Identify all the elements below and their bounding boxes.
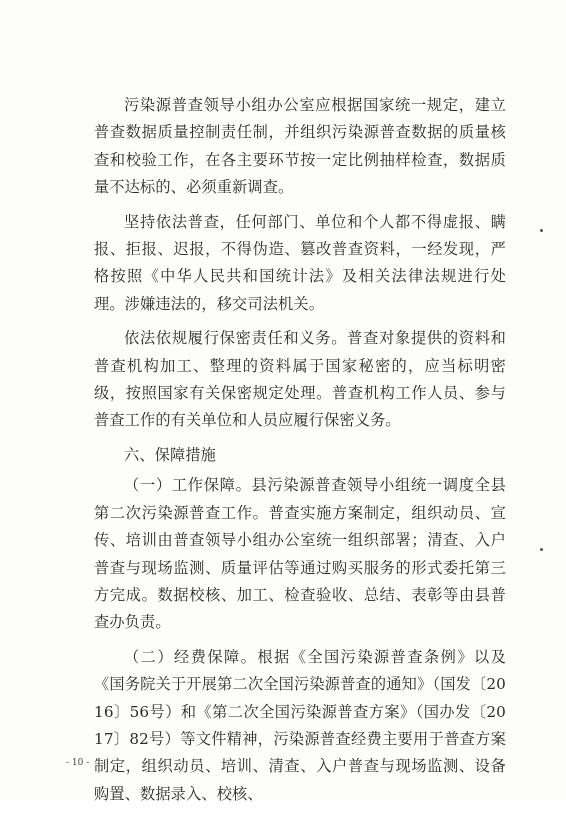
document-body <box>94 92 506 815</box>
section-heading-safeguards: 六、保障措施 <box>124 445 217 464</box>
paragraph-funding-guarantee: （二）经费保障。根据《全国污染源普查条例》以及《国务院关于开展第二次全国污染源普查的通知》（国发〔2016〕56号）和《第二次全国污染源普查方案》（国办发〔2017〕82号）等文件精神，污染源普查经费主要用于普查方案制定，组织动员、培训、清查、入户普查与现场监测、设备购置、数据录入、校核、 <box>94 647 506 803</box>
scan-speck <box>540 548 543 551</box>
paragraph-quality-control: 污染源普查领导小组办公室应根据国家统一规定，建立普查数据质量控制责任制，并组织污染源普查数据的质量核查和校验工作，在各主要环节按一定比例抽样检查，数据质量不达标的、必须重新调查。 <box>94 96 506 197</box>
paragraph-confidentiality: 依法依规履行保密责任和义务。普查对象提供的资料和普查机构加工、整理的资料属于国家秘密的，应当标明密级，按照国家有关保密规定处理。普查机构工作人员、参与普查工作的有关单位和人员应履行保密义务。 <box>94 329 506 430</box>
page-number: - 10 - <box>66 758 90 768</box>
paragraph-lawful-census: 坚持依法普查，任何部门、单位和个人都不得虚报、瞒报、拒报、迟报，不得伪造、篡改普查资料，一经发现，严格按照《中华人民共和国统计法》及相关法律法规进行处理。涉嫌违法的，移交司法机关。 <box>94 212 506 313</box>
scan-speck <box>540 229 543 232</box>
paragraph-work-guarantee: （一）工作保障。县污染源普查领导小组统一调度全县第二次污染源普查工作。普查实施方案制定，组织动员、宣传、培训由普查领导小组办公室统一组织部署；清查、入户普查与现场监测、质量评估等通过购买服务的形式委托第三方完成。数据校核、加工、检查验收、总结、表彰等由县普查办负责。 <box>94 476 506 632</box>
